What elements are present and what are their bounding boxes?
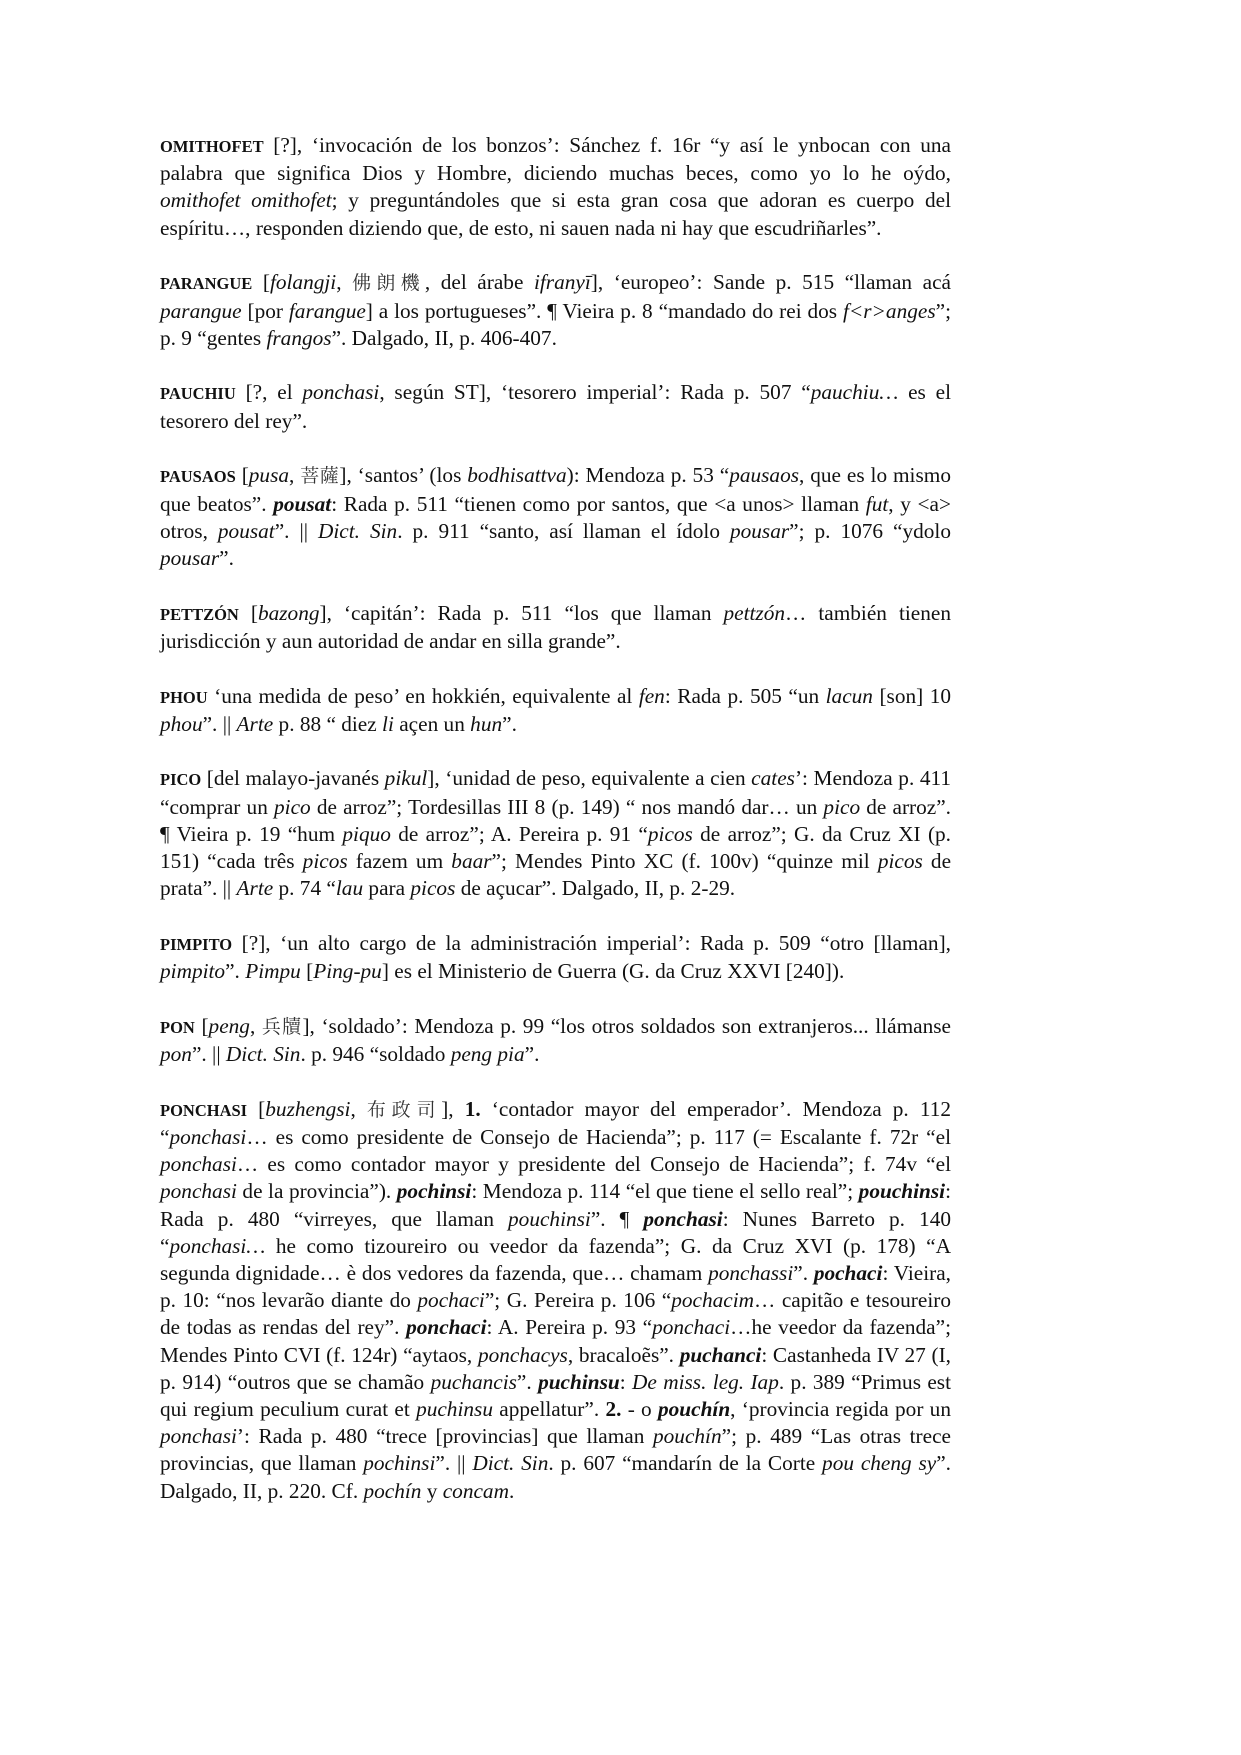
chinese-characters: 兵牘 [261, 1015, 303, 1038]
italic-term: picos [302, 849, 348, 874]
italic-term: ponchasi [160, 1424, 237, 1449]
italic-term: ponchasi [160, 1152, 237, 1177]
entry-text: . p. 911 “santo, así llaman el ídolo [397, 518, 730, 543]
italic-term: pouchín [653, 1424, 722, 1449]
entry-headword: PICO [160, 770, 202, 790]
variant-form: ponchaci [406, 1315, 487, 1340]
entry-text: . p. 607 “mandarín de la Corte [548, 1451, 823, 1476]
sense-number: 1. [464, 1096, 481, 1121]
entry-text: , que es lo mismo que beatos”. [160, 463, 951, 516]
entry-text: … también tienen jurisdicción y aun autoridad de andar en silla grande”. [160, 600, 951, 653]
entry-text: ”. [219, 545, 234, 570]
entry-headword: PAUSAOS [160, 467, 236, 487]
entry-text: , y <a> otros, [160, 491, 951, 543]
entry-text: ”. || [191, 1042, 226, 1067]
italic-term: De miss. leg. Iap [632, 1369, 779, 1394]
entry-text: de arroz”; A. Pereira p. 91 “ [390, 821, 648, 846]
variant-form: puchinsu [538, 1369, 620, 1394]
entry-text: p. 74 “ [273, 876, 336, 901]
entry-text: , [336, 270, 353, 295]
entry-text: [ [247, 1096, 266, 1121]
italic-term: lau [335, 876, 364, 901]
italic-term: pochaci [417, 1288, 485, 1313]
italic-term: concam [442, 1478, 509, 1503]
italic-term: picos [877, 849, 923, 874]
variant-form: pouchinsi [858, 1179, 946, 1204]
italic-term: pico [823, 794, 861, 819]
variant-form: pouchín [657, 1397, 731, 1422]
entry-text: ’: Rada p. 480 “trece [provincias] que llaman [236, 1424, 653, 1449]
entry-text: ”. [524, 1042, 540, 1067]
entry-text: de la provincia”). [236, 1179, 397, 1204]
dictionary-entry [160, 1013, 951, 1068]
entry-text: ”. [502, 711, 517, 736]
italic-term: ponchaci [652, 1315, 731, 1340]
italic-term: folangji [269, 270, 337, 295]
entry-text: ”. || [202, 711, 237, 736]
entry-text: ”. Dalgado, II, p. 220. Cf. [160, 1451, 952, 1503]
entry-text: ], ‘unidad de peso, equivalente a cien [427, 766, 752, 791]
entry-text: [ [300, 959, 314, 984]
entry-text: , ‘provincia regida por un [730, 1397, 951, 1422]
entry-text: : Nunes Barreto p. 140 “ [160, 1206, 951, 1258]
entry-text: appellatur”. [492, 1397, 606, 1422]
italic-term: ifranyī [533, 270, 591, 295]
entry-text: ”. || [435, 1451, 473, 1476]
entry-text: ): Mendoza p. 53 “ [566, 463, 730, 488]
italic-term: pousar [729, 518, 790, 543]
entry-headword: PETTZÓN [160, 604, 239, 624]
variant-form: puchanci [679, 1342, 762, 1367]
entry-text: : Castanheda IV 27 (I, p. 914) “outros que se chamão [160, 1342, 952, 1394]
entry-text: [son] 10 [872, 683, 952, 708]
italic-term: Arte [236, 711, 274, 736]
entry-text: p. 88 “ diez [273, 711, 383, 736]
entry-text: : [619, 1369, 633, 1394]
entry-text: y [421, 1478, 443, 1503]
entry-text: [?], ‘un alto cargo de la administración imperial’: Rada p. 509 “otro [llaman], [232, 930, 951, 955]
entry-text: [ [238, 600, 258, 625]
entry-text: . [508, 1478, 515, 1503]
italic-term: Arte [236, 876, 274, 901]
italic-term: ponchasi [302, 380, 380, 405]
variant-form: pochinsi [396, 1179, 472, 1204]
italic-term: picos [647, 821, 693, 846]
dictionary-entry [160, 683, 951, 738]
italic-term: pikul [384, 766, 428, 791]
italic-term: peng [208, 1013, 250, 1038]
entry-text: - o [621, 1397, 658, 1422]
italic-term: pochinsi [363, 1451, 436, 1476]
entry-text: es el tesorero del rey”. [160, 380, 951, 433]
italic-term: phou [160, 711, 203, 736]
entry-text: [?, el [235, 380, 303, 405]
dictionary-entry [160, 379, 951, 434]
entry-text: ‘una medida de peso’ en hokkién, equivalente al [207, 683, 639, 708]
entry-text: ”. [793, 1261, 814, 1285]
italic-term: pusa [248, 463, 290, 488]
entry-text: ’: Mendoza p. 411 “comprar un [160, 766, 951, 819]
italic-term: pimpito [160, 959, 226, 984]
italic-term: frangos [266, 325, 332, 350]
entry-text: … es como presidente de Consejo de Hacienda”; p. 117 (= Escalante f. 72r “el [246, 1124, 951, 1149]
italic-term: puchancis [430, 1369, 517, 1394]
entry-text: , bracaloẽs”. [567, 1342, 680, 1367]
italic-term: parangue [160, 298, 242, 323]
entry-text: [?], ‘invocación de los bonzos’: Sánchez f. 16r “y así le ynbocan con una palabra que significa Dios y Hombre, diciendo muchas beces, como yo lo he oýdo, [160, 133, 951, 186]
entry-text: ], ‘capitán’: Rada p. 511 “los que llaman [319, 600, 724, 625]
entry-text: de prata”. || [160, 849, 952, 901]
entry-text: , según ST], ‘tesorero imperial’: Rada p. 507 “ [379, 380, 811, 405]
italic-term: Dict. Sin [318, 518, 398, 543]
entry-text: : Vieira, p. 10: “nos levarão diante do [160, 1261, 951, 1313]
entry-headword: PHOU [160, 687, 208, 707]
entry-headword: OMITHOFET [160, 137, 264, 156]
italic-term: fut [865, 491, 889, 516]
italic-term: Pimpu [245, 959, 301, 984]
dictionary-entry [160, 930, 951, 985]
entry-text: para [363, 876, 411, 901]
entry-text: de arroz”. ¶ Vieira p. 19 “hum [160, 794, 952, 846]
entry-text: [ [194, 1013, 209, 1038]
chinese-characters: 布政司 [366, 1098, 442, 1121]
italic-term: pon [160, 1042, 192, 1067]
italic-term: pouchinsi [508, 1206, 591, 1231]
italic-term: ponchassi [708, 1261, 794, 1285]
entry-text: ], ‘santos’ (los [339, 463, 468, 488]
italic-term: puchinsu [416, 1397, 493, 1422]
italic-term: ponchasi [160, 1179, 237, 1204]
italic-term: f<r>anges [842, 298, 936, 323]
entry-headword: PONCHASI [160, 1100, 248, 1120]
italic-term: bodhisattva [467, 463, 567, 488]
dictionary-page [160, 132, 951, 1532]
italic-term: bazong [257, 600, 320, 625]
entry-text: he como tizoureiro ou veedor da fazenda”; G. da Cruz XVI (p. 178) “A segunda dignidade… è dos vedores da fazenda, que… chamam [160, 1233, 951, 1285]
italic-term: peng pia [450, 1042, 525, 1067]
dictionary-entry [160, 1096, 951, 1505]
italic-term: pochacim [671, 1288, 755, 1313]
entry-text: : Rada p. 480 “virreyes, que llaman [160, 1179, 951, 1231]
dictionary-entry [160, 132, 951, 242]
entry-text: : Rada p. 511 “tienen como por santos, que <a unos> llaman [331, 491, 866, 516]
italic-term: pausaos [729, 463, 800, 488]
entry-text: [por [241, 298, 289, 323]
italic-term: Dict. Sin [225, 1042, 301, 1067]
italic-term: ponchasi [169, 1124, 247, 1149]
variant-form: pochaci [813, 1261, 883, 1285]
entry-text: ], ‘europeo’: Sande p. 515 “llaman acá [590, 270, 951, 295]
italic-term: li [382, 711, 394, 736]
entry-text: … capitão e tesoureiro de todas as rendas del rey”. [160, 1288, 951, 1340]
entry-text: : Mendoza p. 114 “el que tiene el sello real”; [471, 1179, 859, 1204]
entry-text: de arroz”; G. da Cruz XI (p. 151) “cada três [160, 821, 952, 874]
sense-number: 2. [605, 1397, 622, 1422]
entry-text: ”. || [274, 518, 318, 543]
entry-text: ], [441, 1096, 465, 1121]
italic-term: Dict. Sin [472, 1451, 549, 1476]
entry-text: fazem um [347, 849, 452, 874]
entry-text: ”. ¶ [590, 1206, 644, 1231]
entry-text: : A. Pereira p. 93 “ [486, 1315, 653, 1340]
entry-text: [ [235, 463, 249, 488]
italic-term: baar [451, 849, 492, 874]
entry-text: , [350, 1096, 367, 1121]
entry-text: …he veedor da fazenda”; Mendes Pinto CVI (f. 124r) “aytaos, [160, 1315, 952, 1367]
entry-text: [del malayo-javanés [201, 766, 385, 791]
italic-term: pico [274, 794, 311, 819]
italic-term: Ping-pu [313, 959, 382, 984]
chinese-characters: 佛朗機 [352, 272, 425, 295]
entry-text: , del árabe [424, 270, 534, 295]
italic-term: pochín [363, 1478, 422, 1503]
entry-text: … es como contador mayor y presidente del Consejo de Hacienda”; f. 74v “el [236, 1152, 951, 1177]
entry-headword: PAUCHIU [160, 384, 236, 404]
variant-form: ponchasi [643, 1206, 723, 1231]
entry-text: ”; Mendes Pinto XC (f. 100v) “quinze mil [491, 849, 878, 874]
italic-term: piquo [342, 821, 391, 846]
entry-text: ] a los portugueses”. ¶ Vieira p. 8 “mandado do rei dos [365, 298, 843, 323]
entry-text: ”; p. 9 “gentes [160, 298, 951, 350]
italic-term: farangue [288, 298, 366, 323]
entry-headword: PARANGUE [160, 274, 253, 294]
entry-text: de arroz”; Tordesillas III 8 (p. 149) “ nos mandó dar… un [310, 794, 824, 819]
entry-text: açen un [393, 711, 471, 736]
chinese-characters: 菩薩 [300, 465, 340, 488]
entry-text: , [289, 463, 301, 488]
entry-text: ”. [225, 959, 246, 984]
italic-term: pousar [160, 545, 220, 570]
entry-text: ”; G. Pereira p. 106 “ [484, 1288, 672, 1313]
entry-headword: PIMPITO [160, 934, 233, 954]
entry-headword: PON [160, 1017, 195, 1037]
entry-text: ], ‘soldado’: Mendoza p. 99 “los otros soldados son extranjeros... llámanse [302, 1013, 951, 1038]
italic-term: pou cheng sy [822, 1451, 937, 1476]
entry-text: ”; p. 1076 “ydolo [789, 518, 952, 543]
dictionary-entry [160, 462, 951, 572]
entry-text: : Rada p. 505 “un [664, 683, 826, 708]
entry-text: ] es el Ministerio de Guerra (G. da Cruz XXVI [240]). [381, 959, 845, 984]
dictionary-entry [160, 600, 951, 655]
italic-term: ponchasi… [169, 1233, 266, 1258]
italic-term: ponchacys [477, 1342, 568, 1367]
entry-text: ”; p. 489 “Las otras trece provincias, que llaman [160, 1424, 951, 1476]
entry-text: . p. 389 “Primus est qui regium peculium curat et [160, 1369, 951, 1422]
entry-text: . p. 946 “soldado [300, 1042, 451, 1067]
italic-term: lacun [825, 683, 873, 708]
italic-term: buzhengsi [265, 1096, 351, 1121]
italic-term: cates [751, 766, 795, 791]
entry-text: ; y preguntándoles que si esta gran cosa que adoran es cuerpo del espíritu…, responden diziendo que, de esto, ni sauen nada ni hay que escudriñarles”. [160, 188, 951, 240]
entry-text: [ [252, 270, 270, 295]
entry-text: de açucar”. Dalgado, II, p. 2-29. [455, 876, 736, 901]
italic-term: pousat [217, 518, 275, 543]
dictionary-entry [160, 765, 951, 902]
dictionary-entry [160, 269, 951, 352]
entry-text: ‘contador mayor del emperador’. Mendoza p. 112 “ [160, 1096, 951, 1149]
italic-term: omithofet omithofet [160, 188, 332, 213]
italic-term: picos [410, 876, 456, 901]
entry-text: ”. Dalgado, II, p. 406-407. [331, 325, 557, 350]
entry-text: , [249, 1013, 262, 1038]
italic-term: pauchiu… [810, 380, 899, 405]
italic-term: fen [638, 683, 665, 708]
entry-text: ”. [516, 1369, 539, 1394]
italic-term: hun [470, 711, 503, 736]
italic-term: pettzón [723, 600, 786, 625]
variant-form: pousat [273, 491, 332, 516]
